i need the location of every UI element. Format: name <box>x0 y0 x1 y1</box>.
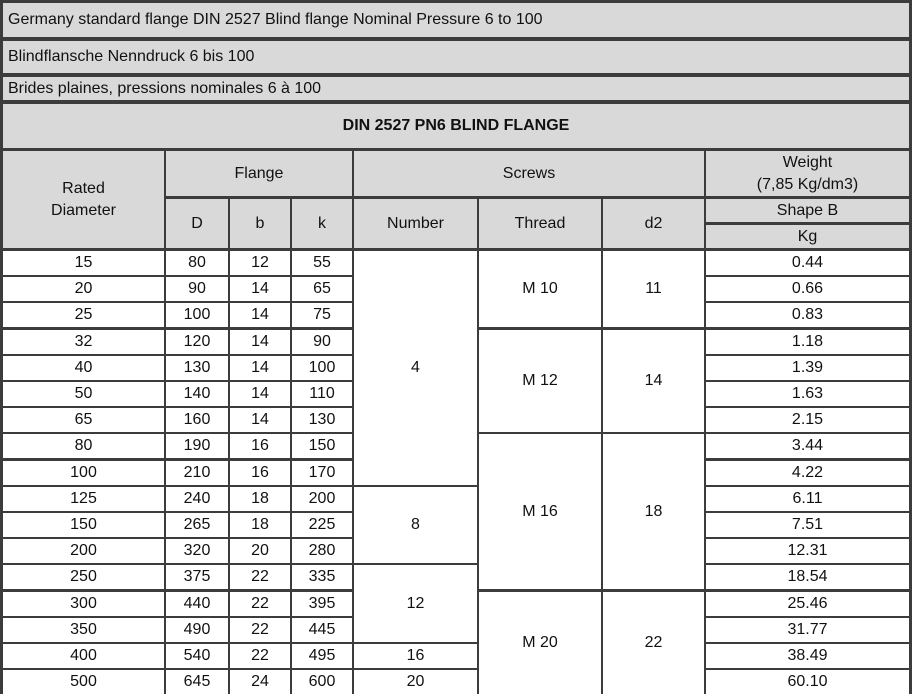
header-rated-diameter: Rated Diameter <box>3 151 164 248</box>
cell-weight: 1.18 <box>706 330 909 354</box>
cell-weight: 2.15 <box>706 408 909 432</box>
cell-rated-diameter: 250 <box>3 565 164 589</box>
cell-flange-k: 445 <box>292 618 352 642</box>
cell-flange-d: 160 <box>166 408 228 432</box>
cell-weight: 0.83 <box>706 303 909 327</box>
cell-thread: M 10 <box>479 251 601 327</box>
cell-flange-k: 100 <box>292 356 352 380</box>
cell-weight: 12.31 <box>706 539 909 563</box>
header-thread: Thread <box>479 199 601 248</box>
cell-flange-b: 14 <box>230 408 290 432</box>
cell-flange-k: 170 <box>292 461 352 485</box>
cell-flange-k: 280 <box>292 539 352 563</box>
cell-flange-k: 55 <box>292 251 352 275</box>
cell-flange-d: 90 <box>166 277 228 301</box>
cell-screw-number: 16 <box>354 644 477 668</box>
table-title: DIN 2527 PN6 BLIND FLANGE <box>3 104 909 148</box>
cell-flange-b: 20 <box>230 539 290 563</box>
cell-flange-k: 395 <box>292 592 352 616</box>
caption-french: Brides plaines, pressions nominales 6 à 100 <box>3 77 909 100</box>
cell-rated-diameter: 25 <box>3 303 164 327</box>
cell-screw-number: 20 <box>354 670 477 694</box>
cell-weight: 60.10 <box>706 670 909 694</box>
cell-rated-diameter: 400 <box>3 644 164 668</box>
cell-flange-d: 265 <box>166 513 228 537</box>
cell-flange-d: 190 <box>166 434 228 458</box>
cell-flange-d: 210 <box>166 461 228 485</box>
cell-flange-d: 375 <box>166 565 228 589</box>
cell-weight: 0.66 <box>706 277 909 301</box>
header-shape-b: Shape B <box>706 199 909 222</box>
cell-flange-b: 22 <box>230 592 290 616</box>
cell-weight: 18.54 <box>706 565 909 589</box>
cell-screw-number: 4 <box>354 251 477 485</box>
cell-rated-diameter: 125 <box>3 487 164 511</box>
cell-rated-diameter: 15 <box>3 251 164 275</box>
cell-flange-k: 90 <box>292 330 352 354</box>
cell-weight: 1.63 <box>706 382 909 406</box>
header-weight: Weight (7,85 Kg/dm3) <box>706 151 909 196</box>
cell-flange-b: 12 <box>230 251 290 275</box>
cell-rated-diameter: 350 <box>3 618 164 642</box>
cell-flange-b: 16 <box>230 461 290 485</box>
cell-flange-d: 140 <box>166 382 228 406</box>
cell-flange-k: 600 <box>292 670 352 694</box>
cell-weight: 4.22 <box>706 461 909 485</box>
cell-rated-diameter: 80 <box>3 434 164 458</box>
cell-weight: 31.77 <box>706 618 909 642</box>
cell-flange-b: 14 <box>230 330 290 354</box>
cell-flange-d: 440 <box>166 592 228 616</box>
cell-d2: 22 <box>603 592 704 694</box>
header-screws: Screws <box>354 151 704 196</box>
cell-screw-number: 8 <box>354 487 477 563</box>
cell-flange-b: 14 <box>230 356 290 380</box>
cell-screw-number: 12 <box>354 565 477 642</box>
cell-rated-diameter: 40 <box>3 356 164 380</box>
cell-flange-d: 240 <box>166 487 228 511</box>
cell-flange-b: 18 <box>230 487 290 511</box>
cell-flange-d: 130 <box>166 356 228 380</box>
cell-rated-diameter: 32 <box>3 330 164 354</box>
cell-flange-b: 22 <box>230 565 290 589</box>
cell-weight: 6.11 <box>706 487 909 511</box>
cell-rated-diameter: 200 <box>3 539 164 563</box>
cell-flange-d: 100 <box>166 303 228 327</box>
cell-weight: 7.51 <box>706 513 909 537</box>
caption-english: Germany standard flange DIN 2527 Blind flange Nominal Pressure 6 to 100 <box>3 3 909 37</box>
cell-weight: 38.49 <box>706 644 909 668</box>
cell-flange-k: 110 <box>292 382 352 406</box>
cell-rated-diameter: 500 <box>3 670 164 694</box>
cell-flange-b: 22 <box>230 618 290 642</box>
cell-flange-k: 200 <box>292 487 352 511</box>
cell-flange-k: 495 <box>292 644 352 668</box>
cell-rated-diameter: 150 <box>3 513 164 537</box>
cell-flange-d: 80 <box>166 251 228 275</box>
cell-flange-b: 14 <box>230 382 290 406</box>
cell-flange-d: 320 <box>166 539 228 563</box>
cell-rated-diameter: 100 <box>3 461 164 485</box>
cell-flange-k: 150 <box>292 434 352 458</box>
cell-thread: M 16 <box>479 434 601 589</box>
cell-flange-b: 22 <box>230 644 290 668</box>
cell-weight: 25.46 <box>706 592 909 616</box>
cell-flange-d: 645 <box>166 670 228 694</box>
cell-flange-b: 24 <box>230 670 290 694</box>
header-flange: Flange <box>166 151 352 196</box>
cell-thread: M 12 <box>479 330 601 432</box>
cell-rated-diameter: 20 <box>3 277 164 301</box>
header-number: Number <box>354 199 477 248</box>
header-d: D <box>166 199 228 248</box>
cell-flange-b: 18 <box>230 513 290 537</box>
cell-flange-d: 120 <box>166 330 228 354</box>
caption-german: Blindflansche Nenndruck 6 bis 100 <box>3 41 909 73</box>
cell-weight: 3.44 <box>706 434 909 458</box>
cell-rated-diameter: 300 <box>3 592 164 616</box>
header-kg: Kg <box>706 225 909 248</box>
cell-flange-b: 16 <box>230 434 290 458</box>
cell-flange-k: 75 <box>292 303 352 327</box>
cell-rated-diameter: 65 <box>3 408 164 432</box>
cell-flange-k: 335 <box>292 565 352 589</box>
cell-flange-d: 490 <box>166 618 228 642</box>
header-b: b <box>230 199 290 248</box>
cell-flange-k: 130 <box>292 408 352 432</box>
header-k: k <box>292 199 352 248</box>
cell-d2: 18 <box>603 434 704 589</box>
header-d2: d2 <box>603 199 704 248</box>
cell-flange-k: 65 <box>292 277 352 301</box>
cell-weight: 0.44 <box>706 251 909 275</box>
cell-d2: 11 <box>603 251 704 327</box>
cell-flange-k: 225 <box>292 513 352 537</box>
cell-weight: 1.39 <box>706 356 909 380</box>
cell-rated-diameter: 50 <box>3 382 164 406</box>
cell-flange-b: 14 <box>230 303 290 327</box>
cell-thread: M 20 <box>479 592 601 694</box>
cell-flange-d: 540 <box>166 644 228 668</box>
cell-d2: 14 <box>603 330 704 432</box>
cell-flange-b: 14 <box>230 277 290 301</box>
